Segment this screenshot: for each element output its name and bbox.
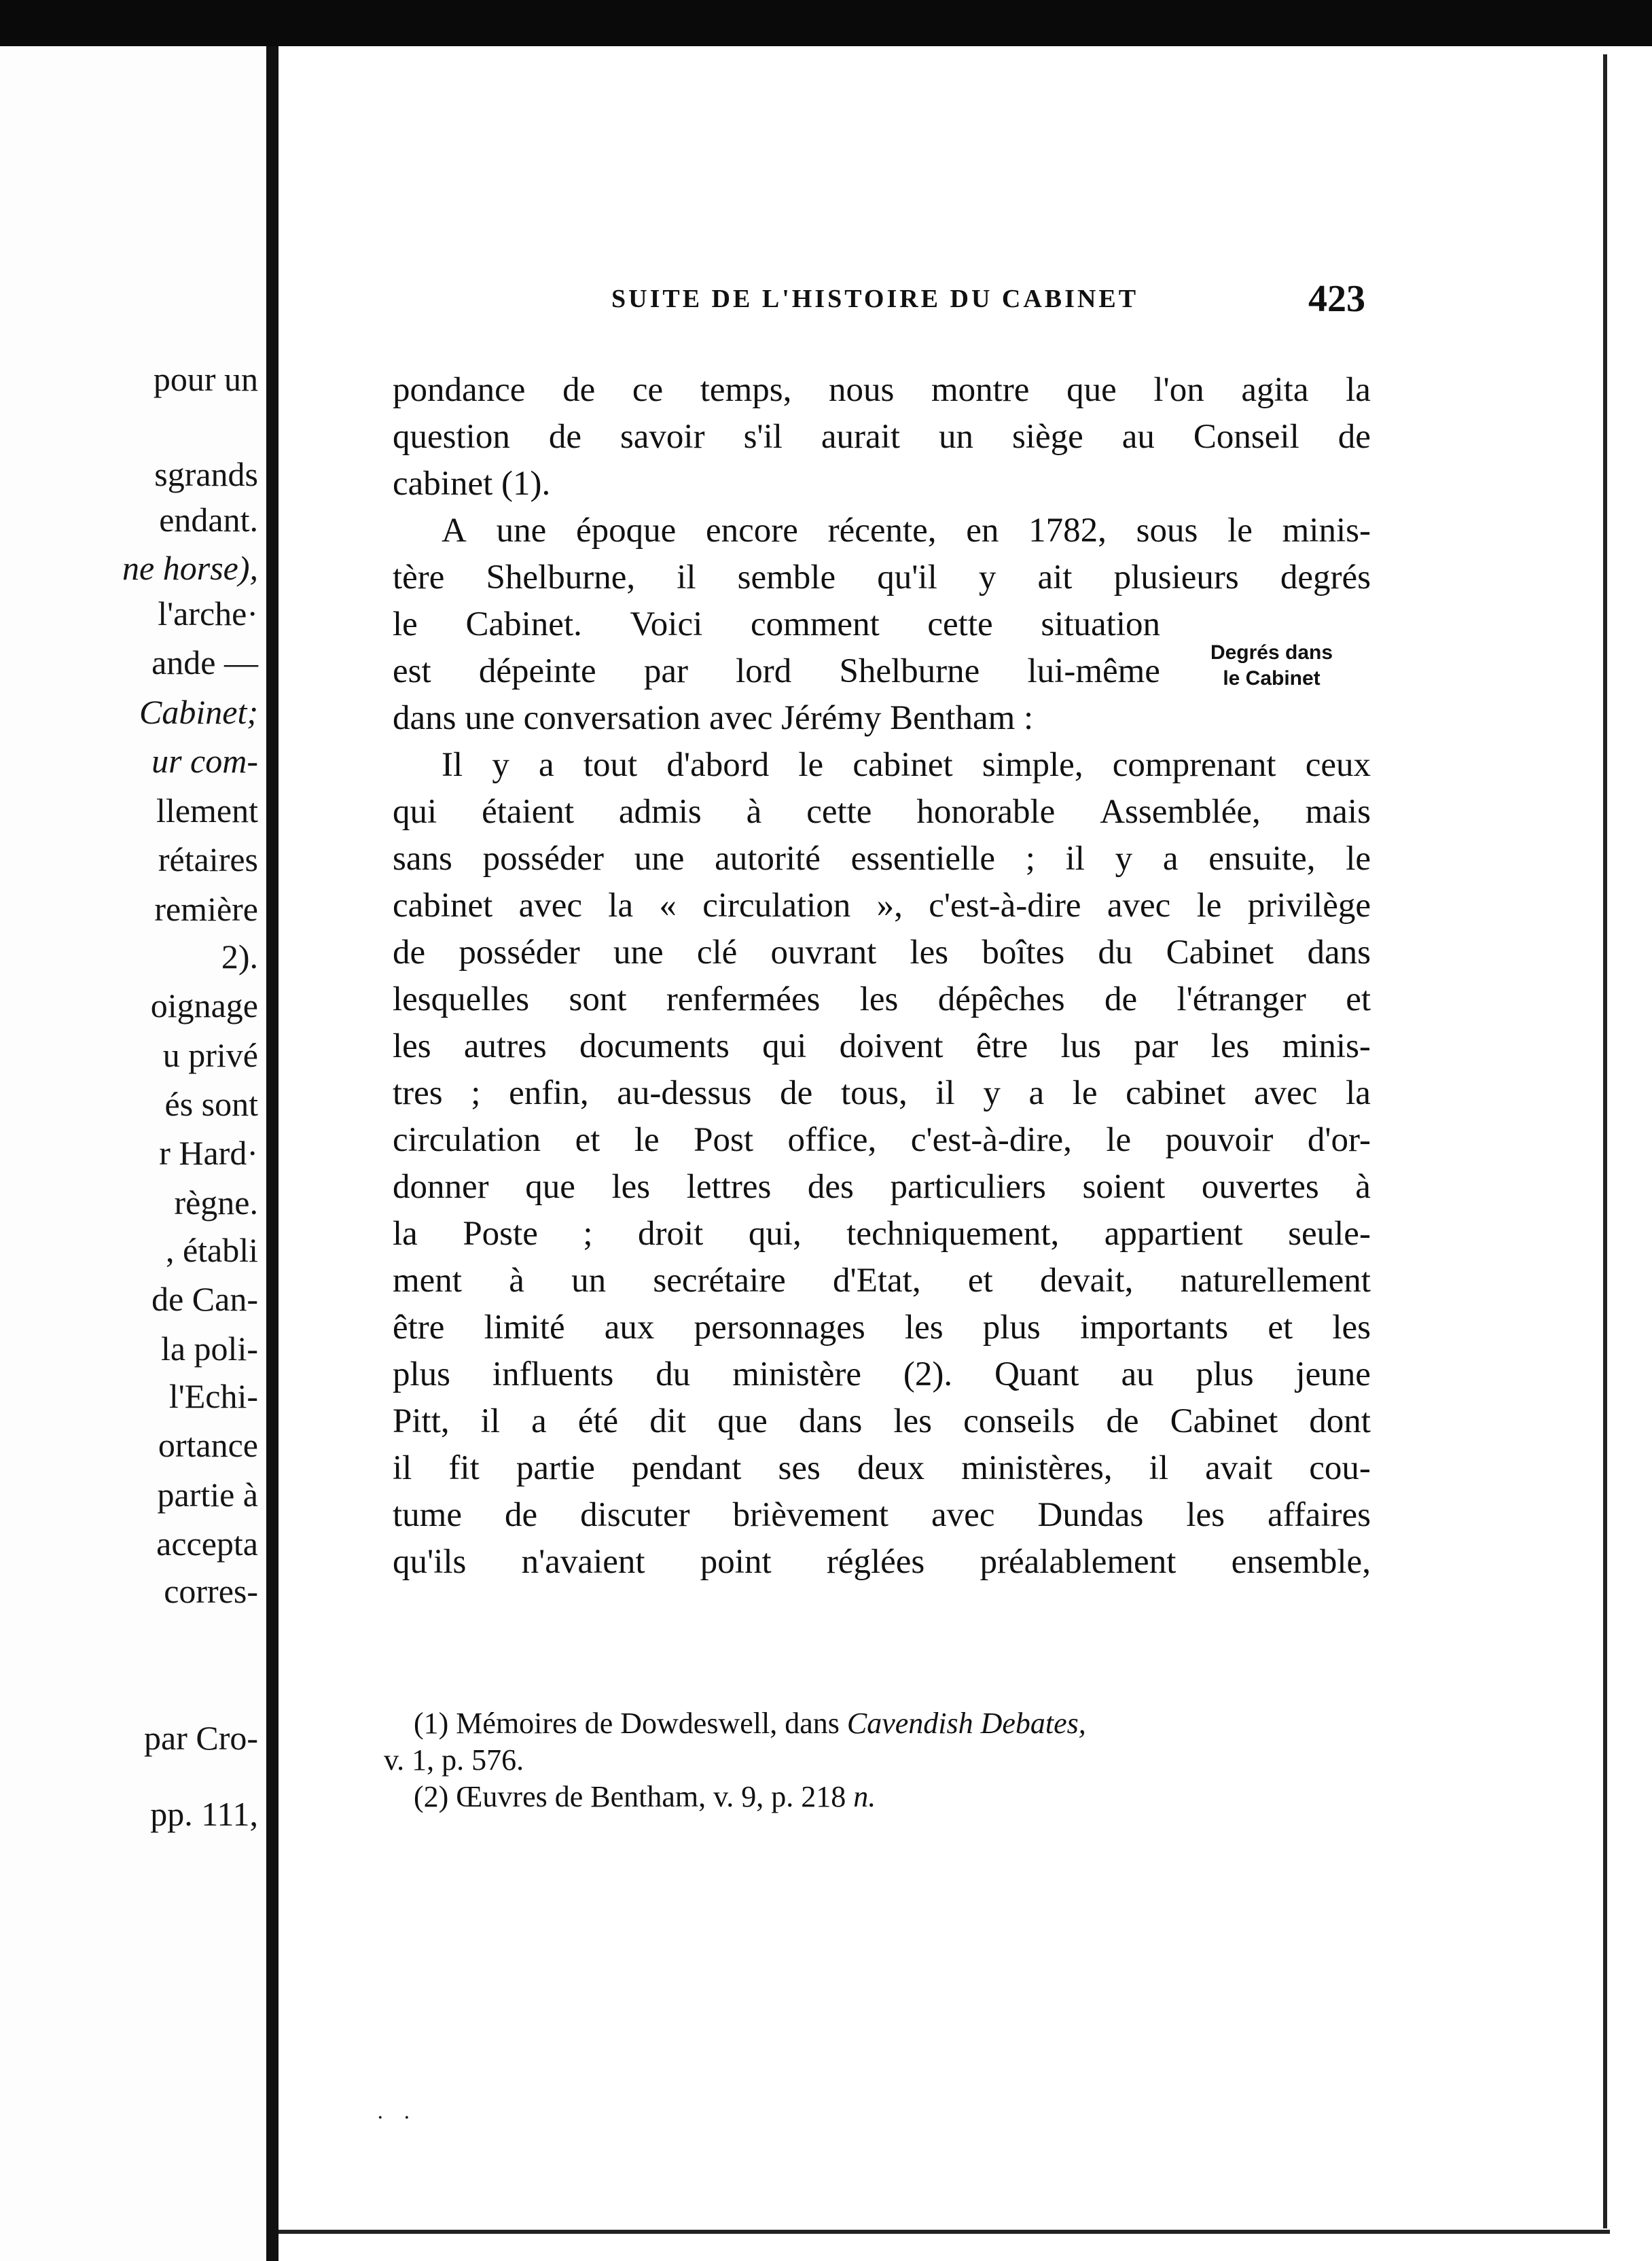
- footnote-text: (1) Mémoires de Dowdeswell, dans: [414, 1707, 847, 1740]
- word: du: [1098, 933, 1133, 972]
- word: qui: [393, 793, 437, 831]
- word: lui-même: [1027, 652, 1160, 690]
- word: temps,: [700, 371, 792, 409]
- word: d'Etat,: [833, 1262, 921, 1300]
- word: aurait: [821, 418, 901, 456]
- word: enfin,: [509, 1074, 589, 1112]
- left-fragment: endant.: [159, 501, 258, 539]
- word: montre: [931, 371, 1030, 409]
- word: le: [1196, 887, 1222, 925]
- word: ;: [583, 1215, 593, 1253]
- word: a: [1162, 840, 1179, 878]
- body-line: [393, 1117, 1371, 1164]
- left-fragment: ande —: [151, 643, 258, 681]
- word: avec: [1107, 887, 1171, 925]
- left-fragment: l'arche·: [158, 594, 258, 633]
- word: privilège: [1247, 887, 1371, 925]
- body-line: [393, 1070, 1371, 1117]
- word: Post: [694, 1121, 754, 1159]
- body-line: [393, 929, 1371, 976]
- word: documents: [579, 1027, 730, 1065]
- word: comprenant: [1112, 746, 1276, 784]
- word: le: [798, 746, 824, 784]
- word: ensemble,: [1231, 1543, 1371, 1581]
- word: tout: [583, 746, 638, 784]
- word: une: [496, 512, 547, 550]
- word: il: [480, 1402, 501, 1440]
- word: jeune: [1295, 1355, 1371, 1393]
- word: savoir: [620, 418, 705, 456]
- word: autorité: [715, 840, 821, 878]
- word: de: [1337, 418, 1371, 456]
- word: ensuite,: [1208, 840, 1316, 878]
- word: été: [577, 1402, 619, 1440]
- stray-marks: · ·: [377, 2106, 417, 2130]
- word: à: [509, 1262, 524, 1300]
- word: plus: [1196, 1355, 1254, 1393]
- body-line: [393, 789, 1371, 836]
- word: soient: [1082, 1168, 1166, 1206]
- word: cabinet: [852, 746, 953, 784]
- word: seule-: [1288, 1215, 1371, 1253]
- body-line: [393, 1164, 1371, 1211]
- body-text: [393, 367, 1371, 1586]
- word: A: [442, 512, 467, 550]
- word: que: [717, 1402, 768, 1440]
- word: l'étranger: [1177, 980, 1306, 1018]
- word: appartient: [1104, 1215, 1243, 1253]
- word: Assemblée,: [1100, 793, 1261, 831]
- footnote-1-continued: v. 1, p. 576.: [384, 1743, 524, 1777]
- word: Cabinet: [1170, 1402, 1278, 1440]
- word: de: [1106, 1402, 1139, 1440]
- word: pondance: [393, 371, 526, 409]
- word: le: [393, 605, 418, 643]
- word: minis-: [1282, 512, 1371, 550]
- left-fragment: corres-: [164, 1572, 258, 1610]
- word: les: [1210, 1027, 1250, 1065]
- word: ouvrant: [770, 933, 877, 972]
- footnote-2: [384, 1779, 1376, 1815]
- word: sans: [393, 840, 452, 878]
- running-head: SUITE DE L'HISTOIRE DU CABINET: [611, 285, 1139, 313]
- body-line: [393, 1539, 1371, 1586]
- body-line: [393, 1258, 1371, 1304]
- word: dépêches: [937, 980, 1065, 1018]
- word: conseils: [963, 1402, 1075, 1440]
- word: Dundas: [1037, 1496, 1144, 1534]
- left-fragment: pour un: [153, 360, 258, 398]
- word: de: [562, 371, 596, 409]
- word: à: [746, 793, 762, 831]
- word: a: [1028, 1074, 1045, 1112]
- word: mais: [1305, 793, 1371, 831]
- word: droit: [638, 1215, 704, 1253]
- word: autres: [463, 1027, 547, 1065]
- word: les: [859, 980, 899, 1018]
- word: sont: [569, 980, 627, 1018]
- word: circulation: [702, 887, 851, 925]
- word: et: [1268, 1308, 1293, 1347]
- left-fragment: ortance: [158, 1426, 258, 1464]
- word: sous: [1136, 512, 1198, 550]
- word: honorable: [916, 793, 1056, 831]
- word: ce: [632, 371, 664, 409]
- word: partie: [516, 1449, 595, 1487]
- word: le: [1346, 840, 1371, 878]
- word: les: [393, 1027, 431, 1065]
- page-edge-bottom: [279, 2230, 1610, 2234]
- word: les: [910, 933, 949, 972]
- word: Poste: [463, 1215, 538, 1253]
- word: doivent: [839, 1027, 944, 1065]
- word: étaient: [482, 793, 574, 831]
- word: ait: [1037, 558, 1073, 597]
- word: de: [548, 418, 581, 456]
- word: avait: [1205, 1449, 1273, 1487]
- word: le: [1106, 1121, 1132, 1159]
- word: le: [1072, 1074, 1098, 1112]
- word: y: [492, 746, 509, 784]
- footnote-1: [384, 1705, 1376, 1742]
- word: Shelburne,: [486, 558, 636, 597]
- word: qu'il: [877, 558, 937, 597]
- word: importants: [1079, 1308, 1229, 1347]
- word: essentielle: [850, 840, 995, 878]
- word: et: [1346, 980, 1371, 1018]
- word: le: [634, 1121, 660, 1159]
- word: «: [659, 887, 677, 925]
- word: de: [1104, 980, 1138, 1018]
- word: tume: [393, 1496, 462, 1534]
- word: la: [1346, 1074, 1371, 1112]
- word: deux: [857, 1449, 925, 1487]
- word: avec: [931, 1496, 995, 1534]
- word: ouvertes: [1201, 1168, 1319, 1206]
- word: boîtes: [982, 933, 1065, 972]
- word: la: [1346, 371, 1371, 409]
- word: s'il: [743, 418, 783, 456]
- word: influents: [492, 1355, 614, 1393]
- left-fragment: 2).: [221, 938, 258, 976]
- word: aux: [604, 1308, 655, 1347]
- left-fragment: u privé: [162, 1036, 258, 1074]
- word: par: [1134, 1027, 1179, 1065]
- word: au: [1121, 418, 1155, 456]
- left-fragment: la poli-: [160, 1330, 258, 1368]
- page-number: 423: [1308, 278, 1365, 320]
- word: circulation: [393, 1121, 541, 1159]
- word: lus: [1060, 1027, 1102, 1065]
- body-line: cabinet (1).: [393, 465, 551, 503]
- word: qui: [762, 1027, 807, 1065]
- word: cabinet: [1126, 1074, 1226, 1112]
- word: (2).: [903, 1355, 953, 1393]
- word: tres: [393, 1074, 443, 1112]
- word: n'avaient: [521, 1543, 645, 1581]
- word: a: [539, 746, 554, 784]
- word: que: [525, 1168, 575, 1206]
- word: il: [677, 558, 696, 597]
- body-line: [393, 1211, 1371, 1258]
- word: il: [935, 1074, 955, 1112]
- body-line: [393, 508, 1371, 554]
- word: ;: [471, 1074, 481, 1112]
- page-edge-right: [1603, 54, 1607, 2228]
- body-line: [393, 1445, 1371, 1492]
- word: situation: [1041, 605, 1160, 643]
- word: les: [893, 1402, 933, 1440]
- word: discuter: [580, 1496, 690, 1534]
- word: en: [966, 512, 999, 550]
- word: un: [939, 418, 974, 456]
- word: tous,: [840, 1074, 908, 1112]
- body-line: [393, 648, 1160, 695]
- word: limité: [484, 1308, 565, 1347]
- word: admis: [618, 793, 702, 831]
- word: de: [393, 933, 426, 972]
- word: encore: [705, 512, 798, 550]
- word: posséder: [482, 840, 605, 878]
- margin-note-line: Degrés dans: [1210, 641, 1333, 664]
- word: clé: [696, 933, 738, 972]
- word: les: [611, 1168, 651, 1206]
- word: dit: [649, 1402, 687, 1440]
- word: pouvoir: [1165, 1121, 1274, 1159]
- word: lord: [736, 652, 792, 690]
- body-line: dans une conversation avec Jérémy Bentham :: [393, 699, 1034, 737]
- word: que: [1066, 371, 1117, 409]
- left-fragment: partie à: [157, 1476, 258, 1514]
- word: les: [1332, 1308, 1371, 1347]
- word: Cabinet.: [465, 605, 582, 643]
- body-line: [393, 1398, 1371, 1445]
- word: la: [608, 887, 634, 925]
- word: ment: [393, 1262, 462, 1300]
- left-fragment: de Can-: [151, 1280, 258, 1318]
- left-fragment: rétaires: [158, 840, 258, 878]
- left-fragment: accepta: [156, 1525, 258, 1563]
- word: a: [531, 1402, 547, 1440]
- word: simple,: [982, 746, 1083, 784]
- word: plus: [393, 1355, 451, 1393]
- word: cou-: [1309, 1449, 1371, 1487]
- body-line: [393, 883, 1371, 929]
- body-line: [393, 414, 1371, 461]
- word: donner: [393, 1168, 489, 1206]
- left-fragment: ur com-: [151, 742, 258, 780]
- word: Conseil: [1193, 418, 1299, 456]
- left-fragment: r Hard·: [159, 1134, 258, 1172]
- left-fragment: és sont: [164, 1085, 258, 1123]
- word: préalablement: [980, 1543, 1177, 1581]
- left-fragment: remière: [154, 890, 258, 928]
- footnote-italic: n.: [853, 1780, 876, 1813]
- word: tère: [393, 558, 445, 597]
- word: réglées: [826, 1543, 925, 1581]
- word: y: [983, 1074, 1001, 1112]
- word: techniquement,: [846, 1215, 1060, 1253]
- left-fragment: ne horse),: [122, 549, 258, 587]
- word: ministère: [732, 1355, 861, 1393]
- left-fragment: sgrands: [154, 455, 258, 493]
- word: Quant: [994, 1355, 1079, 1393]
- word: un: [571, 1262, 607, 1300]
- left-fragment: llement: [156, 791, 258, 830]
- footnote-italic: Cavendish Debates,: [846, 1707, 1086, 1740]
- word: siège: [1012, 418, 1083, 456]
- word: à: [1355, 1168, 1371, 1206]
- word: dont: [1309, 1402, 1371, 1440]
- word: qui,: [748, 1215, 802, 1253]
- word: plusieurs: [1113, 558, 1239, 597]
- word: y: [978, 558, 996, 597]
- word: et: [575, 1121, 600, 1159]
- word: degrés: [1280, 558, 1371, 597]
- word: par: [643, 652, 688, 690]
- word: point: [700, 1543, 772, 1581]
- word: c'est-à-dire: [929, 887, 1081, 925]
- left-fragment: oignage: [150, 986, 258, 1025]
- word: dans: [1307, 933, 1371, 972]
- word: le: [1227, 512, 1253, 550]
- left-fragment: par Cro-: [144, 1719, 258, 1757]
- word: dépeinte: [478, 652, 596, 690]
- word: semble: [737, 558, 836, 597]
- word: une: [634, 840, 685, 878]
- word: être: [975, 1027, 1028, 1065]
- body-line: [393, 1023, 1371, 1070]
- word: les: [1186, 1496, 1225, 1534]
- word: ceux: [1305, 746, 1371, 784]
- word: il: [1149, 1449, 1168, 1487]
- left-fragment: l'Echi-: [168, 1377, 258, 1415]
- word: cette: [927, 605, 993, 643]
- word: office,: [787, 1121, 877, 1159]
- word: une: [613, 933, 664, 972]
- word: Cabinet: [1166, 933, 1274, 972]
- word: qu'ils: [393, 1543, 467, 1581]
- word: l'on: [1153, 371, 1204, 409]
- word: personnages: [694, 1308, 865, 1347]
- word: Voici: [630, 605, 703, 643]
- body-line: [393, 836, 1371, 883]
- footnote-text: (2) Œuvres de Bentham, v. 9, p. 218: [414, 1780, 854, 1813]
- word: c'est-à-dire,: [910, 1121, 1072, 1159]
- word: époque: [575, 512, 677, 550]
- footnotes: [384, 1705, 1376, 1815]
- body-line: [393, 554, 1371, 601]
- word: lesquelles: [393, 980, 530, 1018]
- word: dans: [798, 1402, 863, 1440]
- word: ses: [778, 1449, 821, 1487]
- word: au: [1121, 1355, 1154, 1393]
- word: d'abord: [666, 746, 770, 784]
- body-line: [393, 601, 1160, 648]
- body-line: [393, 1351, 1371, 1398]
- word: les: [904, 1308, 944, 1347]
- word: fit: [448, 1449, 480, 1487]
- word: plus: [982, 1308, 1041, 1347]
- word: et: [967, 1262, 993, 1300]
- word: de: [780, 1074, 813, 1112]
- word: pendant: [632, 1449, 742, 1487]
- word: posséder: [459, 933, 580, 972]
- word: question: [393, 418, 510, 456]
- book-spine: [266, 46, 279, 2261]
- word: il: [393, 1449, 412, 1487]
- word: des: [807, 1168, 854, 1206]
- word: renfermées: [666, 980, 821, 1018]
- word: au-dessus: [617, 1074, 752, 1112]
- word: devait,: [1039, 1262, 1134, 1300]
- left-fragment: , établi: [165, 1231, 258, 1269]
- body-line: [393, 367, 1371, 414]
- word: récente,: [827, 512, 937, 550]
- left-fragment: pp. 111,: [150, 1795, 258, 1833]
- body-line: [393, 1492, 1371, 1539]
- left-fragment: règne.: [174, 1183, 258, 1222]
- word: Shelburne: [839, 652, 980, 690]
- word: cabinet: [393, 887, 493, 925]
- body-line: [393, 1304, 1371, 1351]
- word: affaires: [1268, 1496, 1371, 1534]
- word: il: [1065, 840, 1085, 878]
- word: brièvement: [732, 1496, 889, 1534]
- body-line: [393, 976, 1371, 1023]
- word: Il: [442, 746, 463, 784]
- word: Pitt,: [393, 1402, 450, 1440]
- body-line: [393, 742, 1371, 789]
- word: ;: [1025, 840, 1035, 878]
- word: d'or-: [1307, 1121, 1371, 1159]
- word: agita: [1241, 371, 1309, 409]
- word: secrétaire: [653, 1262, 786, 1300]
- left-fragment: Cabinet;: [139, 693, 258, 731]
- word: du: [656, 1355, 691, 1393]
- word: particuliers: [890, 1168, 1046, 1206]
- word: 1782,: [1028, 512, 1107, 550]
- word: avec: [1254, 1074, 1318, 1112]
- word: comment: [750, 605, 880, 643]
- margin-note-line: le Cabinet: [1223, 667, 1321, 690]
- word: la: [393, 1215, 418, 1253]
- scan-top-border: [0, 0, 1652, 46]
- word: lettres: [686, 1168, 772, 1206]
- word: ministères,: [961, 1449, 1113, 1487]
- word: naturellement: [1180, 1262, 1371, 1300]
- word: avec: [518, 887, 582, 925]
- word: être: [393, 1308, 445, 1347]
- word: y: [1115, 840, 1133, 878]
- word: minis-: [1282, 1027, 1371, 1065]
- word: est: [393, 652, 431, 690]
- word: »,: [876, 887, 903, 925]
- word: cette: [806, 793, 872, 831]
- word: nous: [828, 371, 895, 409]
- word: de: [505, 1496, 538, 1534]
